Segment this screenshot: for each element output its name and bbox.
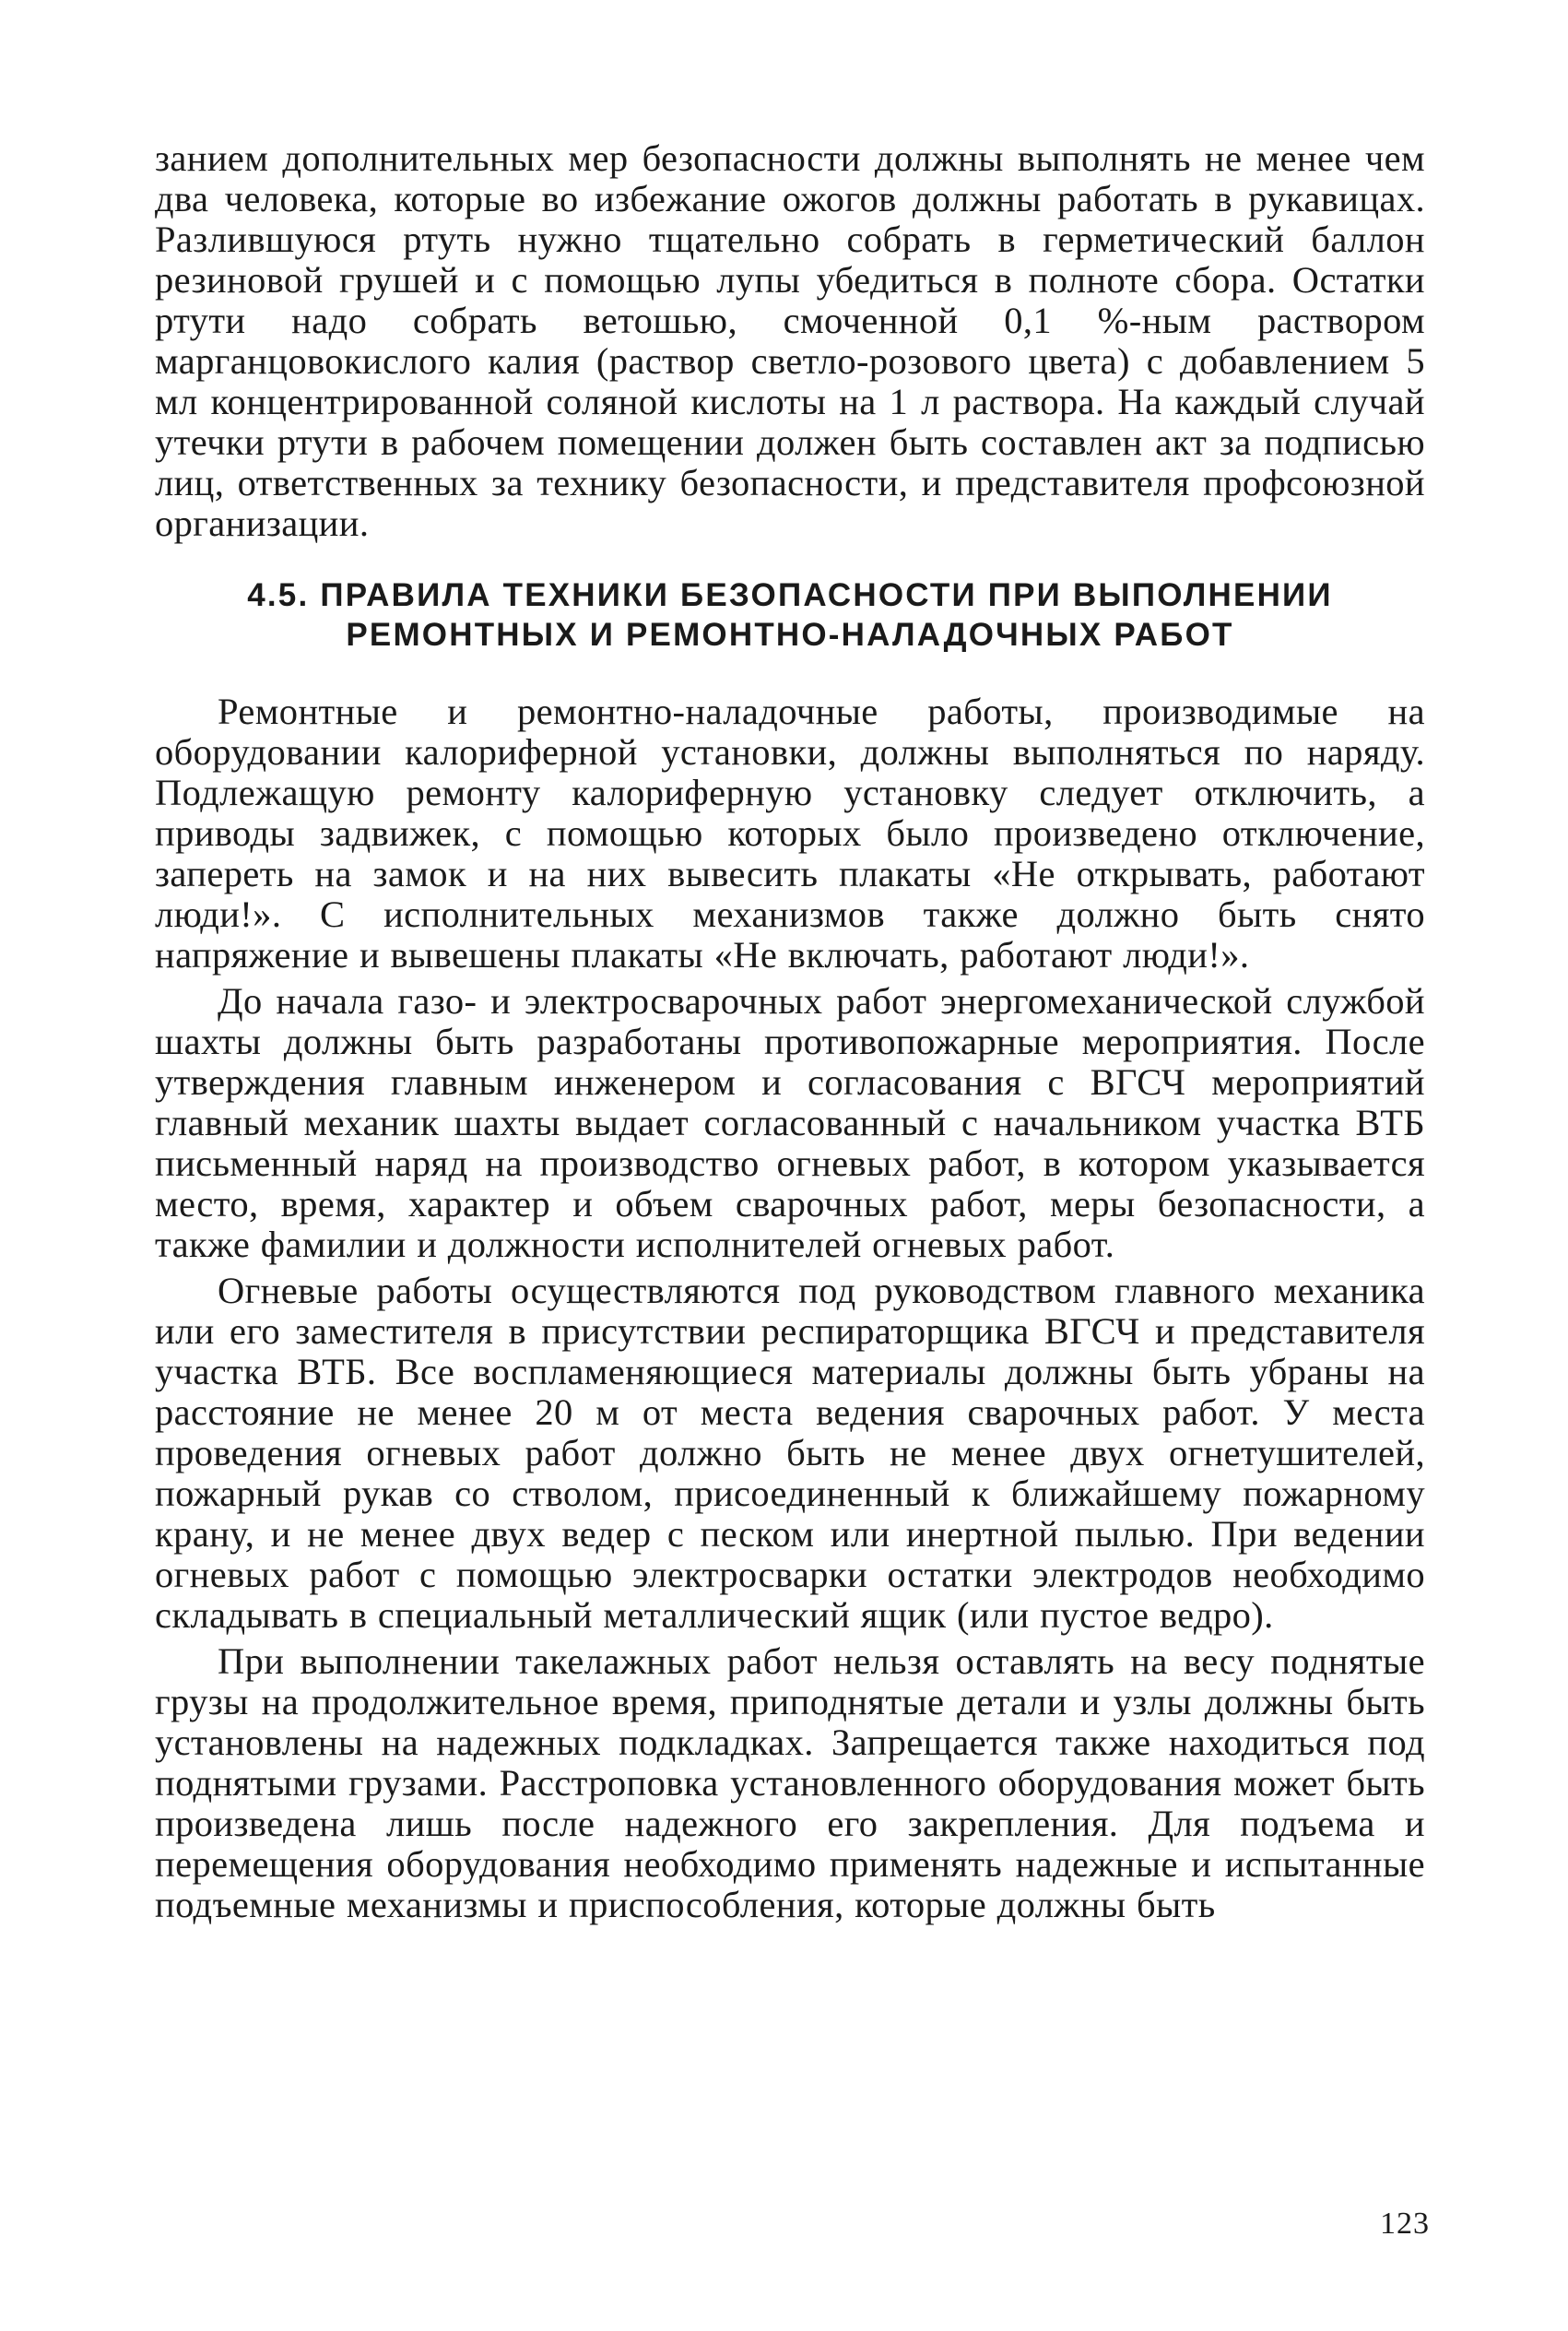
paragraph-fire-work: Огневые работы осуществляются под руководством главного механика или его заместителя в присутствии респираторщика ВГСЧ и представителя участка ВТБ. Все воспламеняющиеся материалы должны быть убраны на расстояние не менее 20 м от места ведения сварочных работ. У места проведения огневых работ должно быть не менее двух огнетушителей, пожарный рукав со стволом, присоединенный к ближайшему пожарному крану, и не менее двух ведер с песком или инертной пылью. При ведении огневых работ с помощью электросварки остатки электродов необходимо складывать в специальный металлический ящик (или пустое ведро). — [155, 1270, 1425, 1636]
page-number: 123 — [1380, 2207, 1430, 2241]
section-number: 4.5. — [247, 577, 310, 613]
section-heading — [155, 575, 1425, 655]
paragraph-rigging-work: При выполнении такелажных работ нельзя оставлять на весу поднятые грузы на продолжительное время, приподнятые детали и узлы должны быть установлены на надежных подкладках. Запрещается также находиться под поднятыми грузами. Расстроповка установленного оборудования может быть произведена лишь после надежного его закрепления. Для подъема и перемещения оборудования необходимо применять надежные и испытанные подъемные механизмы и приспособления, которые должны быть — [155, 1640, 1425, 1925]
paragraph-repair-work: Ремонтные и ремонтно-наладочные работы, производимые на оборудовании калориферной установки, должны выполняться по наряду. Подлежащую ремонту калориферную установку следует отключить, а приводы задвижек, с помощью которых было произведено отключение, запереть на замок и на них вывесить плакаты «Не открывать, работают люди!». С исполнительных механизмов также должно быть снято напряжение и вывешены плакаты «Не включать, работают люди!». — [155, 691, 1425, 976]
page-body — [155, 138, 1425, 1925]
section-title-line-1: ПРАВИЛА ТЕХНИКИ БЕЗОПАСНОСТИ ПРИ ВЫПОЛНЕНИИ — [320, 577, 1333, 613]
paragraph-welding-preparation: До начала газо- и электросварочных работ энергомеханической службой шахты должны быть разработаны противопожарные мероприятия. После утверждения главным инженером и согласования с ВГСЧ мероприятий главный механик шахты выдает согласованный с начальником участка ВТБ письменный наряд на производство огневых работ, в котором указывается место, время, характер и объем сварочных работ, меры безопасности, а также фамилии и должности исполнителей огневых работ. — [155, 980, 1425, 1265]
section-title-line-2: РЕМОНТНЫХ И РЕМОНТНО-НАЛАДОЧНЫХ РАБОТ — [346, 617, 1234, 653]
continued-paragraph: занием дополнительных мер безопасности должны выполнять не менее чем два человека, которые во избежание ожогов должны работать в рукавицах. Разлившуюся ртуть нужно тщательно собрать в герметический баллон резиновой грушей и с помощью лупы убедиться в полноте сбора. Остатки ртути надо собрать ветошью, смоченной 0,1 %-ным раствором марганцовокислого калия (раствор светло-розового цвета) с добавлением 5 мл концентрированной соляной кислоты на 1 л раствора. На каждый случай утечки ртути в рабочем помещении должен быть составлен акт за подписью лиц, ответственных за технику безопасности, и представителя профсоюзной организации. — [155, 137, 1425, 544]
